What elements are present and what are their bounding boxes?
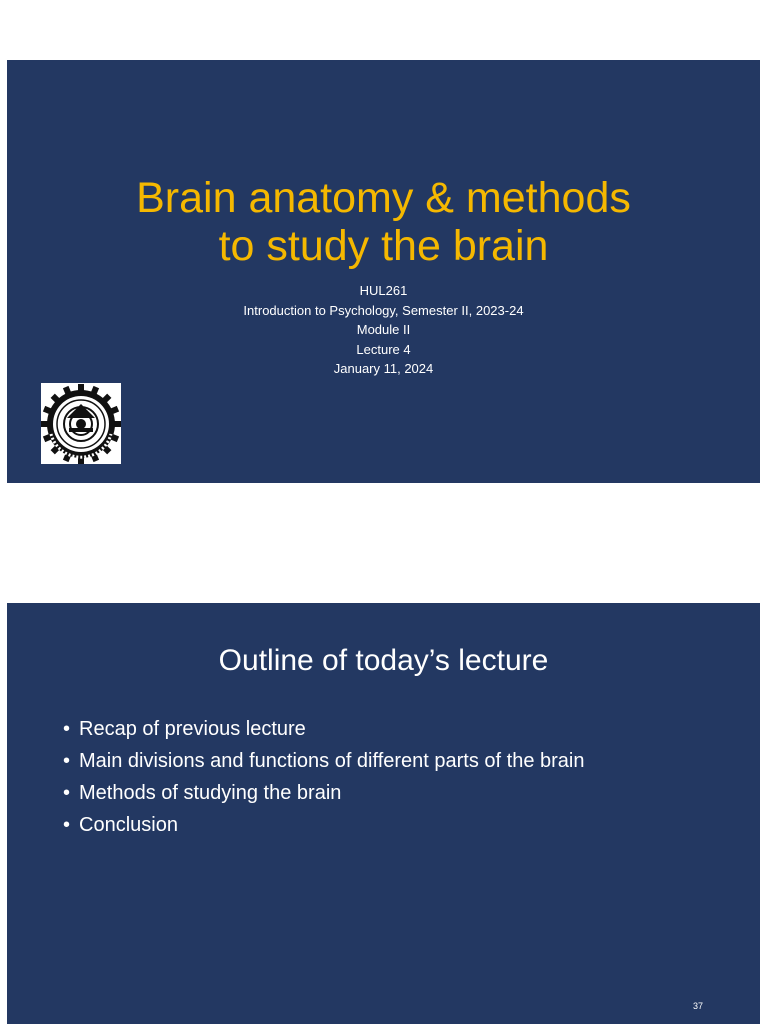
- slide-title-line-2: to study the brain: [218, 222, 549, 270]
- institute-logo: [41, 383, 121, 464]
- module-label: Module II: [356, 322, 411, 337]
- course-code: HUL261: [359, 283, 408, 298]
- outline-title: Outline of today’s lecture: [218, 644, 549, 677]
- outline-list: [63, 713, 584, 841]
- list-item: • Recap of previous lecture: [63, 713, 584, 745]
- slide-subtitle: [7, 281, 760, 379]
- lecture-date: January 11, 2024: [333, 361, 434, 376]
- lecture-label: Lecture 4: [356, 341, 411, 357]
- outline-slide: [7, 603, 760, 1024]
- institute-emblem-icon: [41, 383, 121, 464]
- title-slide: [7, 60, 760, 483]
- slide-title-line-1: Brain anatomy & methods: [136, 174, 631, 222]
- list-item: • Conclusion: [63, 809, 584, 841]
- list-item: • Methods of studying the brain: [63, 777, 584, 809]
- slide-title: [7, 174, 760, 270]
- list-item: • Main divisions and functions of different parts of the brain: [63, 745, 584, 777]
- page-number: 37: [692, 1001, 703, 1011]
- course-name: Introduction to Psychology, Semester II, 2023-24: [243, 302, 524, 318]
